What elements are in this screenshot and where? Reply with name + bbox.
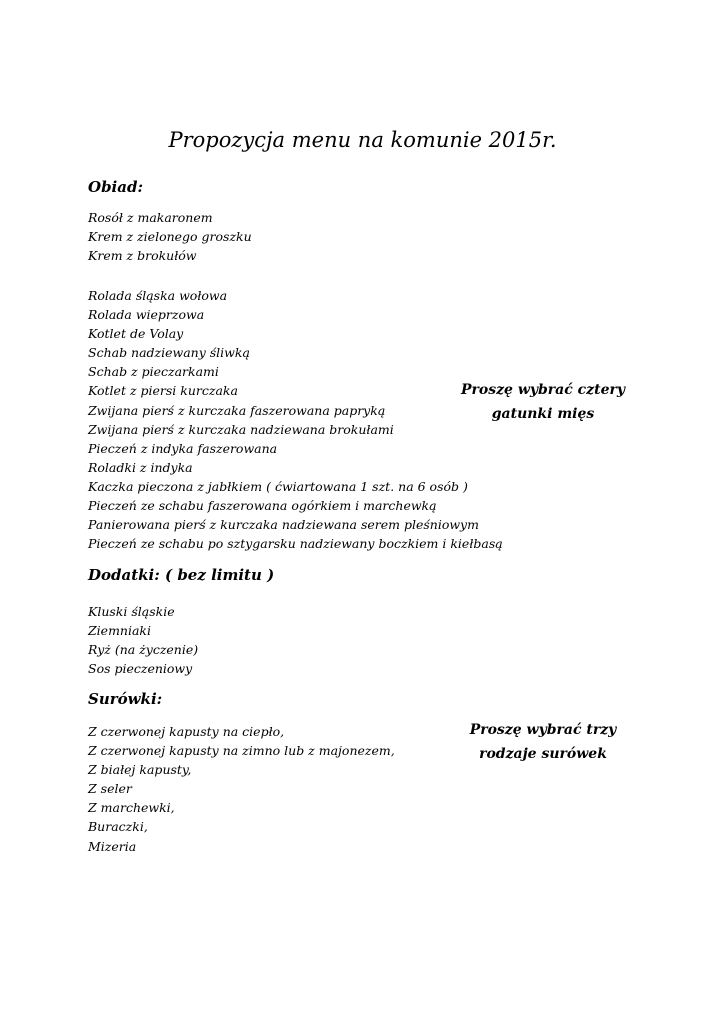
- note-line: gatunki mięs: [491, 406, 595, 422]
- sides-list: [88, 602, 198, 678]
- document-title: Propozycja menu na komunie 2015r.: [168, 128, 557, 152]
- list-item: Krem z zielonego groszku: [88, 229, 252, 245]
- list-item: Z czerwonej kapusty na zimno lub z majonezem,: [88, 743, 395, 759]
- list-item: Pieczeń ze schabu po sztygarsku nadziewany boczkiem i kiełbasą: [88, 536, 503, 552]
- list-item: Schab z pieczarkami: [88, 364, 219, 380]
- list-item: Kaczka pieczona z jabłkiem ( ćwiartowana 1 szt. na 6 osób ): [88, 478, 468, 494]
- list-item: Kotlet z piersi kurczaka: [88, 383, 238, 399]
- list-item: Rosół z makaronem: [88, 210, 213, 225]
- list-item: Rolada wieprzowa: [88, 307, 205, 323]
- section-heading-dodatki: Dodatki: ( bez limitu ): [88, 566, 275, 584]
- list-item: Z czerwonej kapusty na ciepło,: [88, 724, 285, 739]
- list-item: Z seler: [88, 781, 132, 797]
- list-item: Ryż (na życzenie): [88, 642, 199, 658]
- list-item: Sos pieczeniowy: [88, 661, 193, 677]
- section-heading-surowki: Surówki:: [88, 690, 163, 708]
- list-item: Buraczki,: [88, 819, 148, 835]
- list-item: Z marchewki,: [88, 800, 175, 816]
- list-item: Krem z brokułów: [88, 248, 197, 264]
- list-item: Panierowana pierś z kurczaka nadziewana serem pleśniowym: [88, 517, 479, 533]
- salad-selection-note: [438, 718, 648, 766]
- note-line: Proszę wybrać trzy: [469, 722, 617, 738]
- soup-list: [88, 208, 252, 265]
- note-line: rodzaje surówek: [479, 746, 607, 762]
- list-item: Kotlet de Volay: [88, 326, 184, 342]
- list-item: Zwijana pierś z kurczaka faszerowana papryką: [88, 402, 386, 418]
- meat-selection-note: [438, 378, 648, 426]
- list-item: Kluski śląskie: [88, 604, 175, 619]
- list-item: Roladki z indyka: [88, 459, 193, 475]
- list-item: Pieczeń z indyka faszerowana: [88, 440, 278, 456]
- list-item: Mizeria: [88, 838, 137, 854]
- list-item: Pieczeń ze schabu faszerowana ogórkiem i marchewką: [88, 498, 437, 514]
- list-item: Z białej kapusty,: [88, 762, 192, 778]
- list-item: Schab nadziewany śliwką: [88, 345, 250, 361]
- list-item: Rolada śląska wołowa: [88, 288, 228, 303]
- list-item: Ziemniaki: [88, 623, 152, 639]
- note-line: Proszę wybrać cztery: [460, 382, 626, 398]
- salads-list: [88, 722, 395, 856]
- list-item: Zwijana pierś z kurczaka nadziewana brokułami: [88, 421, 394, 437]
- section-heading-obiad: Obiad:: [88, 178, 143, 196]
